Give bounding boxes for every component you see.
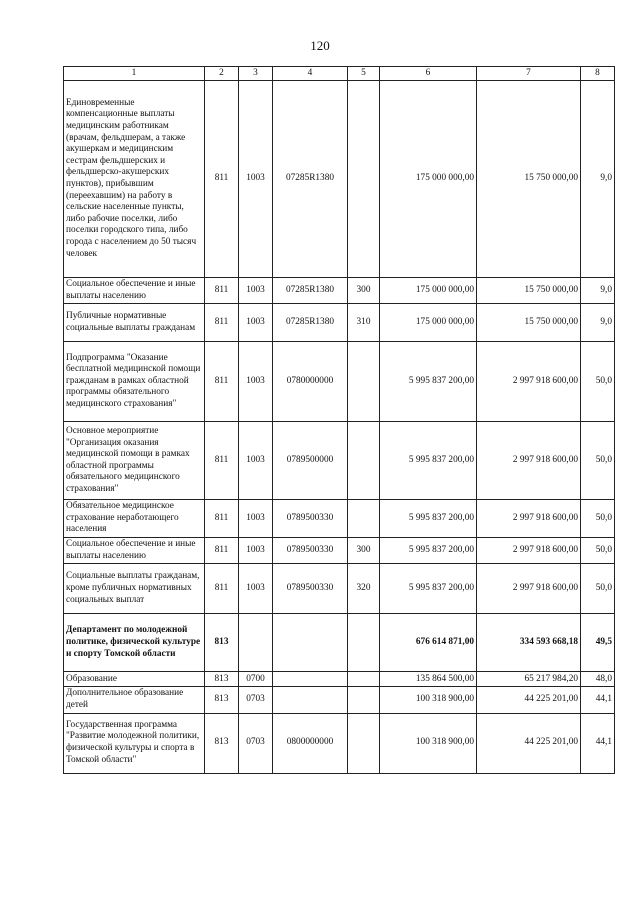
row-target-code — [273, 672, 348, 687]
row-admin-code: 811 — [205, 564, 239, 614]
row-plan-amount: 175 000 000,00 — [380, 304, 477, 342]
row-expense-type — [348, 713, 380, 773]
table-row — [64, 422, 615, 500]
row-name: Социальное обеспечение и иные выплаты населению — [64, 278, 205, 304]
row-target-code: 07285R1380 — [273, 278, 348, 304]
row-admin-code: 811 — [205, 342, 239, 422]
row-name: Подпрограмма "Оказание бесплатной медицинской помощи гражданам в рамках областной программы обязательного медицинского страхования" — [64, 342, 205, 422]
row-section-code: 0703 — [239, 687, 273, 713]
row-percent: 44,1 — [581, 687, 615, 713]
row-actual-amount: 2 997 918 600,00 — [477, 342, 581, 422]
row-target-code: 0789500330 — [273, 564, 348, 614]
table-row — [64, 81, 615, 278]
row-name: Основное мероприятие "Организация оказания медицинской помощи в рамках областной программы обязательного медицинского страхования" — [64, 422, 205, 500]
row-actual-amount: 2 997 918 600,00 — [477, 422, 581, 500]
row-expense-type — [348, 614, 380, 672]
row-section-code: 1003 — [239, 81, 273, 278]
row-percent: 44,1 — [581, 713, 615, 773]
table-row — [64, 564, 615, 614]
row-actual-amount: 44 225 201,00 — [477, 687, 581, 713]
row-section-code: 0700 — [239, 672, 273, 687]
row-expense-type: 300 — [348, 538, 380, 564]
row-plan-amount: 5 995 837 200,00 — [380, 500, 477, 538]
row-name: Публичные нормативные социальные выплаты гражданам — [64, 304, 205, 342]
column-header-3: 3 — [239, 67, 273, 81]
row-section-code: 1003 — [239, 538, 273, 564]
row-actual-amount: 334 593 668,18 — [477, 614, 581, 672]
table-body — [64, 81, 615, 774]
row-name: Образование — [64, 672, 205, 687]
table-row — [64, 304, 615, 342]
row-percent: 48,0 — [581, 672, 615, 687]
row-actual-amount: 2 997 918 600,00 — [477, 564, 581, 614]
row-name: Социальные выплаты гражданам, кроме публичных нормативных социальных выплат — [64, 564, 205, 614]
row-admin-code: 813 — [205, 672, 239, 687]
row-expense-type — [348, 81, 380, 278]
row-expense-type — [348, 422, 380, 500]
row-actual-amount: 15 750 000,00 — [477, 81, 581, 278]
row-actual-amount: 2 997 918 600,00 — [477, 500, 581, 538]
table-row — [64, 342, 615, 422]
row-section-code: 1003 — [239, 500, 273, 538]
row-admin-code: 813 — [205, 614, 239, 672]
row-name: Государственная программа "Развитие молодежной политики, физической культуры и спорта в Томской области" — [64, 713, 205, 773]
row-name: Единовременные компенсационные выплаты медицинским работникам (врачам, фельдшерам, а также акушеркам и медицинским сестрам фельдшерских и фельдшерско-акушерских пунктов), прибывшим (переехавшим) на работу в сельские населенные пункты, либо рабочие поселки, либо поселки городского типа, либо города с населением до 50 тысяч человек — [64, 81, 205, 278]
row-target-code: 0789500330 — [273, 500, 348, 538]
column-header-6: 6 — [380, 67, 477, 81]
row-name: Департамент по молодежной политике, физической культуре и спорту Томской области — [64, 614, 205, 672]
table-row — [64, 713, 615, 773]
row-plan-amount: 175 000 000,00 — [380, 278, 477, 304]
row-plan-amount: 5 995 837 200,00 — [380, 422, 477, 500]
row-target-code: 0800000000 — [273, 713, 348, 773]
row-target-code: 0789500330 — [273, 538, 348, 564]
table-row — [64, 278, 615, 304]
row-expense-type — [348, 500, 380, 538]
column-header-4: 4 — [273, 67, 348, 81]
row-target-code — [273, 614, 348, 672]
table-row — [64, 614, 615, 672]
row-actual-amount: 65 217 984,20 — [477, 672, 581, 687]
table-row — [64, 538, 615, 564]
row-admin-code: 811 — [205, 81, 239, 278]
row-expense-type — [348, 672, 380, 687]
row-admin-code: 811 — [205, 278, 239, 304]
row-target-code: 0780000000 — [273, 342, 348, 422]
row-percent: 50,0 — [581, 342, 615, 422]
row-plan-amount: 100 318 900,00 — [380, 713, 477, 773]
row-percent: 49,5 — [581, 614, 615, 672]
row-actual-amount: 2 997 918 600,00 — [477, 538, 581, 564]
row-admin-code: 811 — [205, 304, 239, 342]
row-expense-type: 320 — [348, 564, 380, 614]
row-percent: 9,0 — [581, 304, 615, 342]
row-expense-type: 300 — [348, 278, 380, 304]
row-section-code: 1003 — [239, 278, 273, 304]
row-section-code: 1003 — [239, 304, 273, 342]
table-row — [64, 687, 615, 713]
row-name: Социальное обеспечение и иные выплаты населению — [64, 538, 205, 564]
row-section-code — [239, 614, 273, 672]
row-actual-amount: 15 750 000,00 — [477, 304, 581, 342]
row-expense-type — [348, 687, 380, 713]
row-percent: 50,0 — [581, 422, 615, 500]
row-admin-code: 811 — [205, 422, 239, 500]
row-admin-code: 811 — [205, 538, 239, 564]
row-expense-type: 310 — [348, 304, 380, 342]
row-plan-amount: 5 995 837 200,00 — [380, 538, 477, 564]
row-admin-code: 813 — [205, 687, 239, 713]
row-percent: 50,0 — [581, 500, 615, 538]
row-percent: 9,0 — [581, 81, 615, 278]
row-target-code: 0789500000 — [273, 422, 348, 500]
row-name: Дополнительное образование детей — [64, 687, 205, 713]
row-plan-amount: 5 995 837 200,00 — [380, 564, 477, 614]
header-row — [64, 67, 615, 81]
column-header-5: 5 — [348, 67, 380, 81]
table-row — [64, 672, 615, 687]
row-admin-code: 813 — [205, 713, 239, 773]
column-header-8: 8 — [581, 67, 615, 81]
row-expense-type — [348, 342, 380, 422]
row-plan-amount: 100 318 900,00 — [380, 687, 477, 713]
row-target-code: 07285R1380 — [273, 81, 348, 278]
row-plan-amount: 5 995 837 200,00 — [380, 342, 477, 422]
row-percent: 50,0 — [581, 538, 615, 564]
row-name: Обязательное медицинское страхование неработающего населения — [64, 500, 205, 538]
row-percent: 50,0 — [581, 564, 615, 614]
column-header-7: 7 — [477, 67, 581, 81]
table-row — [64, 500, 615, 538]
row-admin-code: 811 — [205, 500, 239, 538]
row-percent: 9,0 — [581, 278, 615, 304]
column-header-2: 2 — [205, 67, 239, 81]
row-section-code: 1003 — [239, 564, 273, 614]
row-section-code: 1003 — [239, 342, 273, 422]
budget-table — [63, 66, 615, 774]
row-plan-amount: 135 864 500,00 — [380, 672, 477, 687]
row-actual-amount: 15 750 000,00 — [477, 278, 581, 304]
page-number: 120 — [310, 38, 330, 53]
row-section-code: 1003 — [239, 422, 273, 500]
row-section-code: 0703 — [239, 713, 273, 773]
row-plan-amount: 175 000 000,00 — [380, 81, 477, 278]
row-plan-amount: 676 614 871,00 — [380, 614, 477, 672]
row-target-code — [273, 687, 348, 713]
row-actual-amount: 44 225 201,00 — [477, 713, 581, 773]
row-target-code: 07285R1380 — [273, 304, 348, 342]
column-header-1: 1 — [64, 67, 205, 81]
